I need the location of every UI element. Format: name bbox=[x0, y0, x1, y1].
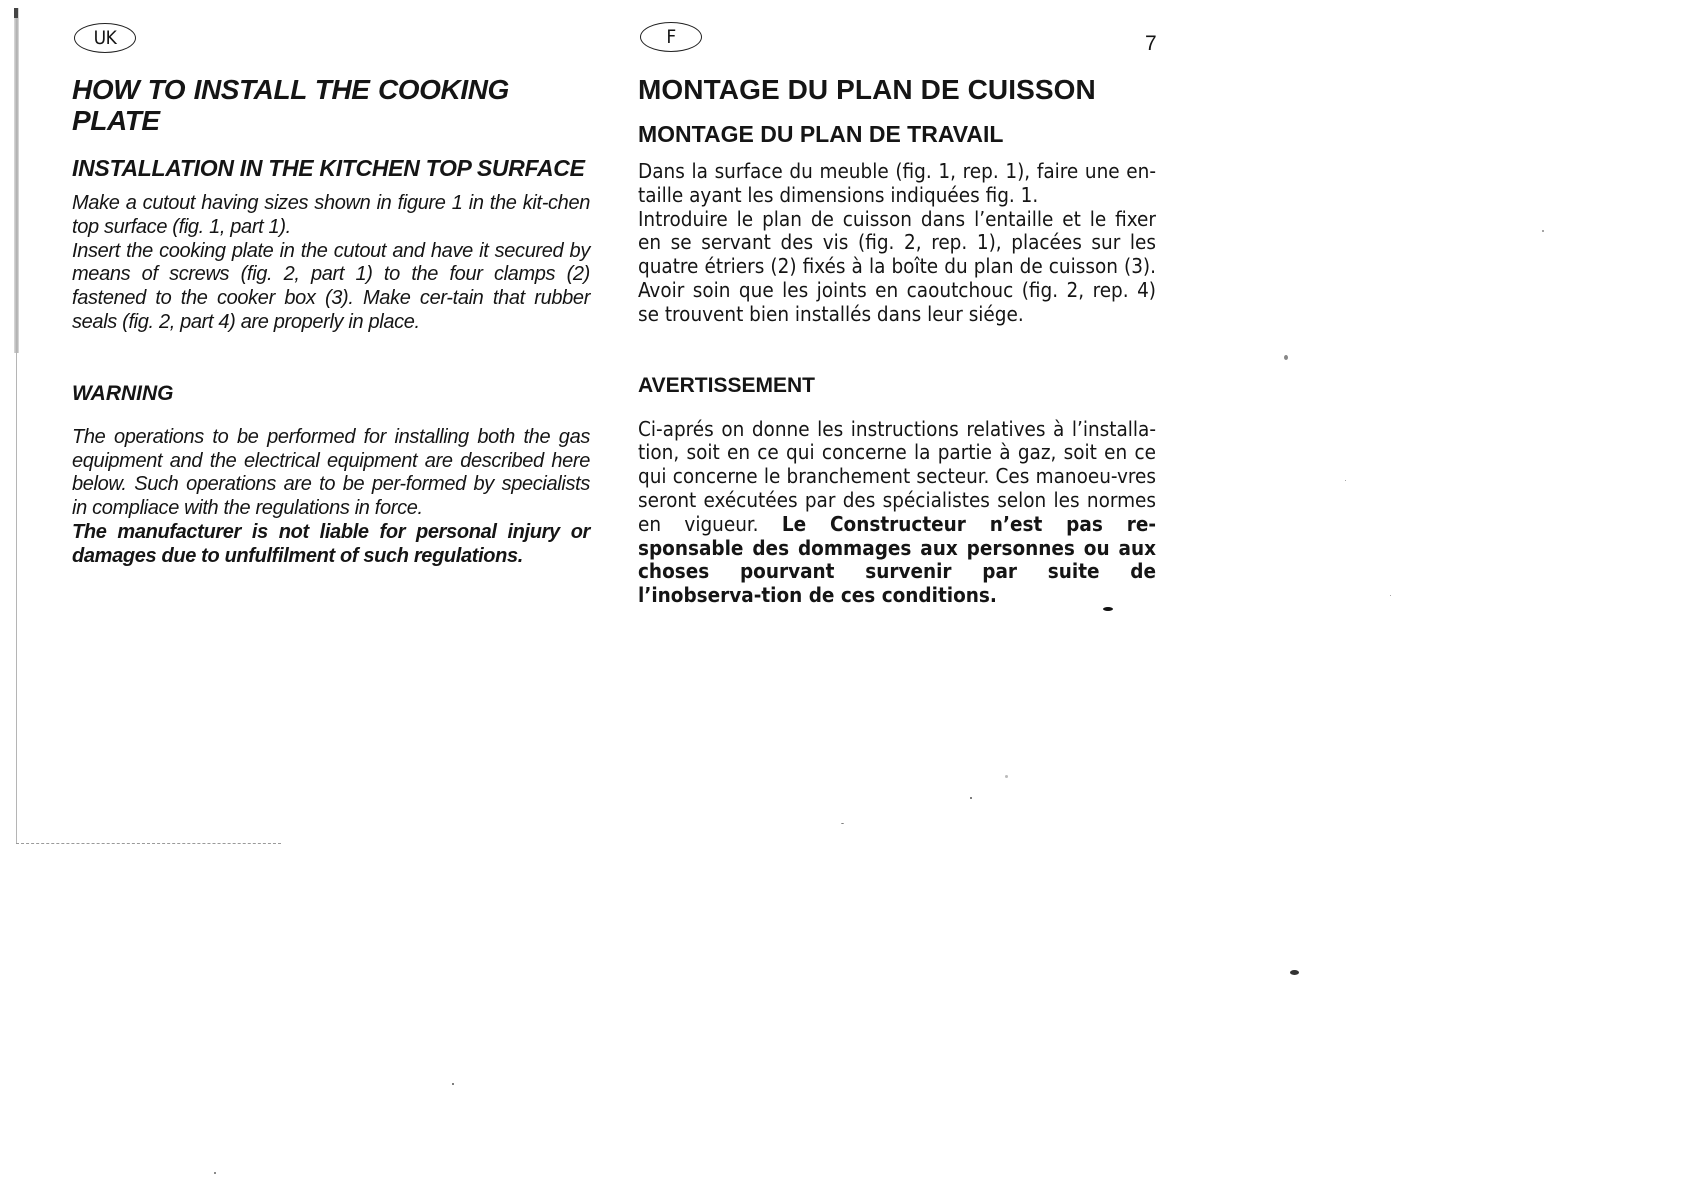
warning-heading: WARNING bbox=[72, 381, 174, 405]
liability-notice: Le Constructeur n’est pas re-sponsable des dommages aux personnes ou aux choses pourvant survenir par suite de l’inobserva-tion de ces conditions. bbox=[638, 511, 1157, 608]
scan-speck bbox=[1390, 595, 1391, 596]
section-title: MONTAGE DU PLAN DE CUISSON bbox=[638, 74, 1096, 105]
warning-paragraph: The operations to be performed for installing both the gas equipment and the electrical equipment are described here below. Such operations are to be per-formed by specialists in compliace with the regulations in force. bbox=[72, 425, 590, 520]
scan-speck bbox=[1290, 970, 1299, 975]
scan-speck bbox=[1284, 355, 1288, 360]
warning-paragraph bbox=[638, 418, 1156, 608]
scan-speck bbox=[1542, 230, 1544, 232]
liability-notice: The manufacturer is not liable for personal injury or damages due to unfulfilment of such regulations. bbox=[72, 520, 590, 567]
section-title: HOW TO INSTALL THE COOKING PLATE bbox=[72, 74, 509, 136]
instruction-paragraph-1: Dans la surface du meuble (fig. 1, rep. 1), faire une en-taille ayant les dimensions indiquées fig. 1. bbox=[638, 159, 1156, 207]
scan-edge-shadow bbox=[14, 8, 19, 353]
scan-speck bbox=[1005, 775, 1008, 778]
language-badge-fr: F bbox=[640, 22, 702, 52]
page-number: 7 bbox=[1145, 32, 1157, 55]
column-english bbox=[72, 74, 590, 569]
scan-edge-mark bbox=[14, 8, 18, 18]
column-french bbox=[638, 74, 1156, 608]
instruction-paragraph-1: Make a cutout having sizes shown in figure 1 in the kit-chen top surface (fig. 1, part 1). bbox=[72, 192, 590, 238]
scan-bottom-line bbox=[16, 843, 281, 844]
scan-speck bbox=[841, 823, 844, 824]
scan-speck bbox=[1345, 480, 1346, 481]
warning-text: Ci-aprés on donne les instructions relatives à l’installa-tion, soit en ce qui concerne la partie à gaz, soit en ce qui concerne le branchement secteur. Ces manoeu-vres seront exécutées par des spécialistes selon les normes en vigueur. bbox=[638, 416, 1156, 536]
language-badge-uk: UK bbox=[74, 23, 136, 53]
scan-speck bbox=[214, 1172, 216, 1174]
section-subtitle: MONTAGE DU PLAN DE TRAVAIL bbox=[638, 121, 1004, 147]
scan-speck bbox=[452, 1083, 454, 1085]
warning-heading: AVERTISSEMENT bbox=[638, 373, 815, 397]
scan-speck bbox=[970, 797, 972, 799]
section-subtitle: INSTALLATION IN THE KITCHEN TOP SURFACE bbox=[72, 155, 585, 181]
instruction-paragraph-2: Introduire le plan de cuisson dans l’entaille et le fixer en se servant des vis (fig. 2, rep. 1), placées sur les quatre étriers (2) fixés à la boîte du plan de cuisson (3). Avoir soin que les joints en caoutchouc (fig. 2, rep. 4) se trouvent bien installés dans leur siége. bbox=[638, 206, 1156, 326]
scan-edge-line bbox=[16, 353, 17, 843]
instruction-paragraph-2: Insert the cooking plate in the cutout and have it secured by means of screws (fig. 2, part 1) to the four clamps (2) fastened to the cooker box (3). Make cer-tain that rubber seals (fig. 2, part 4) are properly in place. bbox=[72, 239, 590, 333]
